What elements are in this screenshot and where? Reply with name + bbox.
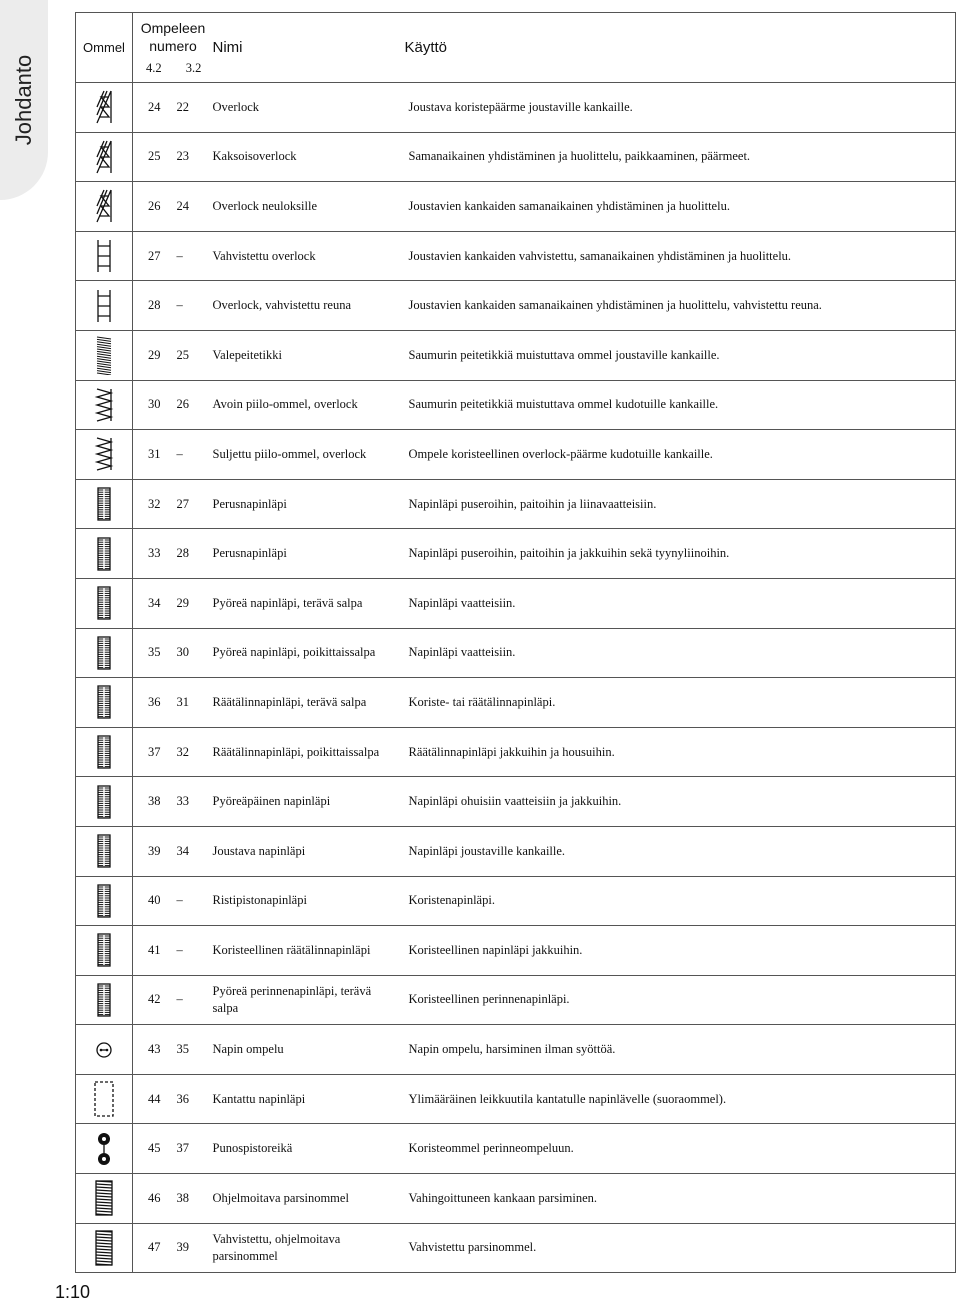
button-sew-icon <box>93 1030 115 1070</box>
stitch-number-42: 46 <box>133 1174 175 1224</box>
stitch-name: Räätälinnapinläpi, terävä salpa <box>213 678 399 728</box>
stitch-use: Koristeellinen napinläpi jakkuihin. <box>399 926 956 976</box>
double-overlock-icon <box>93 137 115 177</box>
stitch-name: Pyöreä napinläpi, terävä salpa <box>213 578 399 628</box>
stitch-number-32: 38 <box>175 1174 213 1224</box>
stitch-icon-cell <box>76 826 133 876</box>
stitch-icon-cell <box>76 479 133 529</box>
bound-buttonhole-icon <box>93 1079 115 1119</box>
stitch-name: Overlock neuloksille <box>213 182 399 232</box>
stitch-number-32: 36 <box>175 1074 213 1124</box>
stitch-name: Ristipistonapinläpi <box>213 876 399 926</box>
stitch-number-42: 41 <box>133 926 175 976</box>
stitch-number-32: 30 <box>175 628 213 678</box>
table-row <box>76 83 956 133</box>
stitch-use: Napinläpi ohuisiin vaatteisiin ja jakkuihin. <box>399 777 956 827</box>
table-row <box>76 1174 956 1224</box>
stitch-use: Saumurin peitetikkiä muistuttava ommel joustaville kankaille. <box>399 330 956 380</box>
stitch-use: Joustavien kankaiden vahvistettu, samanaikainen yhdistäminen ja huolittelu. <box>399 231 956 281</box>
header-numero-label: Ompeleen numero <box>140 20 206 54</box>
stitch-number-42: 27 <box>133 231 175 281</box>
buttonhole-icon <box>93 534 115 574</box>
header-kaytto: Käyttö <box>399 13 956 83</box>
stitch-number-42: 28 <box>133 281 175 331</box>
stitch-number-32: 22 <box>175 83 213 133</box>
stitch-icon-cell <box>76 628 133 678</box>
cross-stitch-buttonhole-icon <box>93 881 115 921</box>
stitch-number-32: 27 <box>175 479 213 529</box>
table-row <box>76 529 956 579</box>
stitch-use: Napinläpi vaatteisiin. <box>399 628 956 678</box>
stretch-buttonhole-icon <box>93 831 115 871</box>
stitch-icon-cell <box>76 182 133 232</box>
table-row <box>76 182 956 232</box>
rounded-end-buttonhole-icon <box>93 782 115 822</box>
stitch-number-42: 42 <box>133 975 175 1025</box>
stitch-name: Vahvistettu overlock <box>213 231 399 281</box>
table-row <box>76 926 956 976</box>
table-header <box>76 13 956 83</box>
table-row <box>76 975 956 1025</box>
stitch-number-42: 30 <box>133 380 175 430</box>
stitch-use: Koristenapinläpi. <box>399 876 956 926</box>
header-nimi: Nimi <box>213 13 399 83</box>
stitch-name: Suljettu piilo-ommel, overlock <box>213 430 399 480</box>
stitch-number-32: 34 <box>175 826 213 876</box>
stitch-name: Kantattu napinläpi <box>213 1074 399 1124</box>
keyhole-buttonhole-icon <box>93 732 115 772</box>
stitch-number-32: – <box>175 975 213 1025</box>
stitch-name: Räätälinnapinläpi, poikittaissalpa <box>213 727 399 777</box>
stitch-use: Napinläpi joustaville kankaille. <box>399 826 956 876</box>
table-row <box>76 876 956 926</box>
table-row <box>76 1074 956 1124</box>
stitch-name: Perusnapinläpi <box>213 479 399 529</box>
table-row <box>76 1223 956 1273</box>
page-number: 1:10 <box>55 1282 91 1302</box>
stitch-number-42: 31 <box>133 430 175 480</box>
stitch-use: Ylimääräinen leikkuutila kantatulle napinlävelle (suoraommel). <box>399 1074 956 1124</box>
stitch-name: Overlock, vahvistettu reuna <box>213 281 399 331</box>
stitch-icon-cell <box>76 975 133 1025</box>
stitch-name: Joustava napinläpi <box>213 826 399 876</box>
stitch-icon-cell <box>76 578 133 628</box>
table-row <box>76 678 956 728</box>
stitch-name: Avoin piilo-ommel, overlock <box>213 380 399 430</box>
stitch-number-42: 24 <box>133 83 175 133</box>
stitch-number-32: 29 <box>175 578 213 628</box>
header-ommel: Ommel <box>76 13 133 83</box>
stitch-name: Ohjelmoitava parsinommel <box>213 1174 399 1224</box>
stitch-icon-cell <box>76 678 133 728</box>
stitch-number-42: 29 <box>133 330 175 380</box>
stitch-use: Napin ompelu, harsiminen ilman syöttöä. <box>399 1025 956 1075</box>
stitch-use: Vahingoittuneen kankaan parsiminen. <box>399 1174 956 1224</box>
knit-overlock-icon <box>93 186 115 226</box>
table-row <box>76 1124 956 1174</box>
stitch-number-42: 32 <box>133 479 175 529</box>
stitch-number-32: 26 <box>175 380 213 430</box>
table-row <box>76 430 956 480</box>
stitch-number-42: 25 <box>133 132 175 182</box>
stitch-icon-cell <box>76 1025 133 1075</box>
stitch-name: Koristeellinen räätälinnapinläpi <box>213 926 399 976</box>
stitch-number-32: – <box>175 430 213 480</box>
stitch-name: Valepeitetikki <box>213 330 399 380</box>
stitch-use: Koristeommel perinneompeluun. <box>399 1124 956 1174</box>
stitch-icon-cell <box>76 1174 133 1224</box>
eyelet-icon <box>93 1129 115 1169</box>
table-row <box>76 380 956 430</box>
stitch-number-32: 24 <box>175 182 213 232</box>
stitch-number-32: – <box>175 926 213 976</box>
stitch-name: Pyöreäpäinen napinläpi <box>213 777 399 827</box>
stitch-number-32: 28 <box>175 529 213 579</box>
stitch-name: Kaksoisoverlock <box>213 132 399 182</box>
stitch-number-32: 31 <box>175 678 213 728</box>
reinforced-overlock-icon <box>93 236 115 276</box>
header-numero <box>133 13 213 83</box>
stitch-icon-cell <box>76 926 133 976</box>
stitch-name: Overlock <box>213 83 399 133</box>
table-row <box>76 578 956 628</box>
stitch-use: Ompele koristeellinen overlock-päärme kudotuille kankaille. <box>399 430 956 480</box>
table-row <box>76 281 956 331</box>
stitch-number-42: 47 <box>133 1223 175 1273</box>
stitch-number-32: – <box>175 231 213 281</box>
stitch-icon-cell <box>76 380 133 430</box>
stitch-name: Pyöreä perinnenapinläpi, terävä salpa <box>213 975 399 1025</box>
stitch-use: Napinläpi puseroihin, paitoihin ja liinavaatteisiin. <box>399 479 956 529</box>
stitch-number-42: 34 <box>133 578 175 628</box>
stitch-icon-cell <box>76 777 133 827</box>
heirloom-buttonhole-icon <box>93 980 115 1020</box>
mock-coverstitch-icon <box>93 335 115 375</box>
stitch-number-42: 40 <box>133 876 175 926</box>
stitch-use: Napinläpi vaatteisiin. <box>399 578 956 628</box>
stitch-icon-cell <box>76 1074 133 1124</box>
header-model-b: 3.2 <box>185 61 202 75</box>
overlock-icon <box>93 87 115 127</box>
open-blindhem-overlock-icon <box>93 385 115 425</box>
stitch-use: Napinläpi puseroihin, paitoihin ja jakkuihin sekä tyynyliinoihin. <box>399 529 956 579</box>
stitch-icon-cell <box>76 231 133 281</box>
stitch-icon-cell <box>76 529 133 579</box>
stitch-number-32: 37 <box>175 1124 213 1174</box>
stitch-number-42: 38 <box>133 777 175 827</box>
stitch-number-42: 39 <box>133 826 175 876</box>
stitch-icon-cell <box>76 281 133 331</box>
closed-blindhem-overlock-icon <box>93 434 115 474</box>
round-buttonhole-icon <box>93 583 115 623</box>
stitch-number-42: 26 <box>133 182 175 232</box>
stitch-number-42: 44 <box>133 1074 175 1124</box>
stitch-use: Vahvistettu parsinommel. <box>399 1223 956 1273</box>
stitch-number-42: 45 <box>133 1124 175 1174</box>
table-row <box>76 330 956 380</box>
round-buttonhole-icon <box>93 633 115 673</box>
stitch-name: Vahvistettu, ohjelmoitava parsinommel <box>213 1223 399 1273</box>
stitch-use: Räätälinnapinläpi jakkuihin ja housuihin. <box>399 727 956 777</box>
stitch-icon-cell <box>76 83 133 133</box>
keyhole-buttonhole-icon <box>93 682 115 722</box>
stitch-number-32: 35 <box>175 1025 213 1075</box>
stitch-number-32: 39 <box>175 1223 213 1273</box>
stitch-number-32: – <box>175 281 213 331</box>
stitch-number-42: 43 <box>133 1025 175 1075</box>
stitch-icon-cell <box>76 727 133 777</box>
stitch-use: Joustava koristepäärme joustaville kankaille. <box>399 83 956 133</box>
stitch-icon-cell <box>76 430 133 480</box>
stitch-icon-cell <box>76 330 133 380</box>
stitch-use: Samanaikainen yhdistäminen ja huolittelu, paikkaaminen, päärmeet. <box>399 132 956 182</box>
stitch-icon-cell <box>76 132 133 182</box>
reinforced-edge-overlock-icon <box>93 286 115 326</box>
section-tab <box>0 0 48 200</box>
table-row <box>76 826 956 876</box>
stitch-name: Perusnapinläpi <box>213 529 399 579</box>
stitch-number-32: 25 <box>175 330 213 380</box>
stitch-number-32: 32 <box>175 727 213 777</box>
buttonhole-icon <box>93 484 115 524</box>
stitch-number-32: 33 <box>175 777 213 827</box>
stitch-number-42: 36 <box>133 678 175 728</box>
decorative-keyhole-icon <box>93 930 115 970</box>
section-tab-label: Johdanto <box>11 54 36 146</box>
table-row <box>76 479 956 529</box>
stitch-use: Joustavien kankaiden samanaikainen yhdistäminen ja huolittelu. <box>399 182 956 232</box>
stitch-name: Punospistoreikä <box>213 1124 399 1174</box>
stitch-number-42: 33 <box>133 529 175 579</box>
stitch-use: Koriste- tai räätälinnapinläpi. <box>399 678 956 728</box>
stitch-number-42: 35 <box>133 628 175 678</box>
header-model-a: 4.2 <box>146 61 162 75</box>
stitch-name: Napin ompelu <box>213 1025 399 1075</box>
table-row <box>76 628 956 678</box>
stitch-icon-cell <box>76 1223 133 1273</box>
stitch-table <box>75 12 956 1273</box>
reinforced-darning-icon <box>93 1228 115 1268</box>
stitch-number-32: – <box>175 876 213 926</box>
stitch-icon-cell <box>76 876 133 926</box>
table-row <box>76 231 956 281</box>
table-row <box>76 777 956 827</box>
darning-icon <box>93 1178 115 1218</box>
stitch-use: Koristeellinen perinnenapinläpi. <box>399 975 956 1025</box>
stitch-number-42: 37 <box>133 727 175 777</box>
table-row <box>76 727 956 777</box>
stitch-use: Joustavien kankaiden samanaikainen yhdistäminen ja huolittelu, vahvistettu reuna. <box>399 281 956 331</box>
stitch-number-32: 23 <box>175 132 213 182</box>
table-row <box>76 1025 956 1075</box>
table-row <box>76 132 956 182</box>
stitch-name: Pyöreä napinläpi, poikittaissalpa <box>213 628 399 678</box>
stitch-icon-cell <box>76 1124 133 1174</box>
stitch-use: Saumurin peitetikkiä muistuttava ommel kudotuille kankaille. <box>399 380 956 430</box>
